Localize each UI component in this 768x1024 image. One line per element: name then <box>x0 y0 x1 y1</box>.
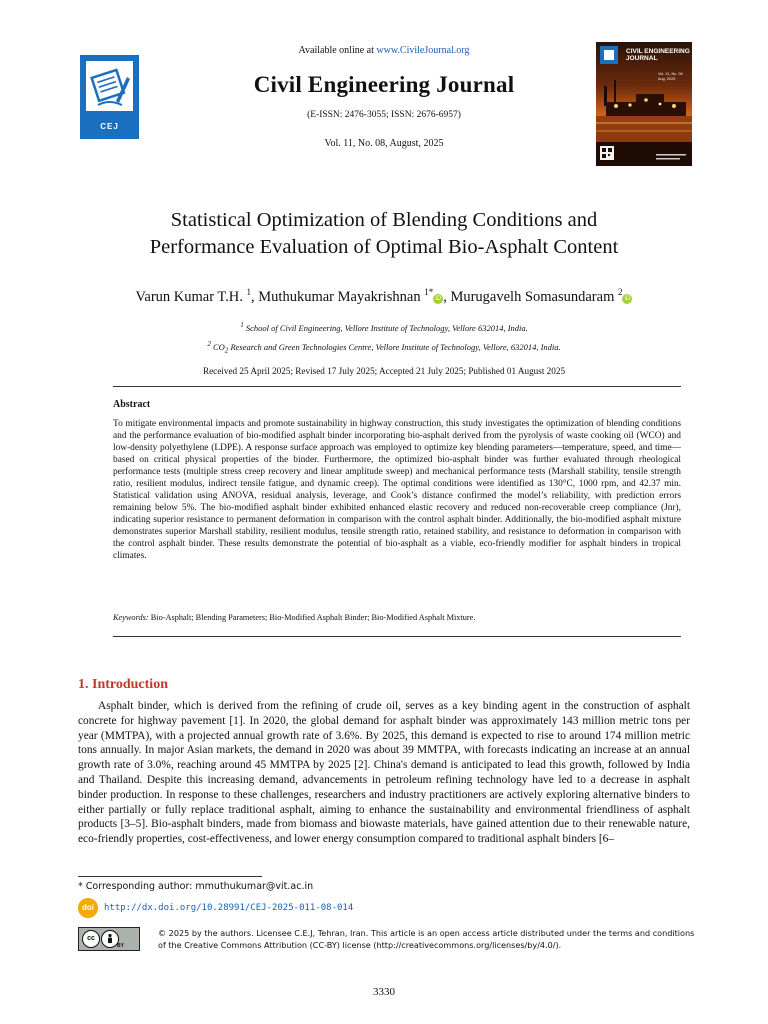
cover-title-line1: CIVIL ENGINEERING <box>626 48 690 55</box>
author-list <box>0 287 768 306</box>
affiliation-1 <box>0 321 768 333</box>
affiliation-2-text-a: CO <box>210 341 225 352</box>
affiliation-2-subscript: 2 <box>224 346 229 355</box>
journal-title: Civil Engineering Journal <box>253 72 515 97</box>
introduction-paragraph: Asphalt binder, which is derived from the refining of crude oil, serves as a key binding agent in the construction of asphalt concrete for highway pavement [1]. In 2020, the global demand for asphalt binder was approximately 143 million metric tons per year (MMTPA), with a projected annual growth rate of 3.6%. By 2025, this demand is expected to rise to around 174 million metric tons annually. In major Asian markets, the demand in 2020 was about 39 MMTPA, with forecasts indicating an increase at an annual growth rate of 3.0%, reaching around 45 MMTPA by 2025 [2]. China's demand is anticipated to lead this growth, followed by India and Thailand. Despite this increasing demand, advancements in petroleum refining technology have led to a decrease in asphalt binder production. In response to these challenges, researchers and industry practitioners are actively exploring alternative binders to either partially or fully replace traditional asphalt, aiming to enhance the sustainability and environmental friendliness of asphalt products [3–5]. Bio-asphalt binders, made from biomass and biowaste materials, have gained attention due to their renewable nature, eco-friendly properties, cost-effectiveness, and lower energy consumption compared to traditional asphalt binders [6– <box>78 700 690 846</box>
keywords-text: Bio-Asphalt; Blending Parameters; Bio-Modified Asphalt Binder; Bio-Modified Asphalt Mixture. <box>148 613 476 622</box>
doi-icon: doi <box>78 898 98 918</box>
by-label: BY <box>117 943 124 949</box>
article-title-line2: Performance Evaluation of Optimal Bio-Asphalt Content <box>149 236 619 258</box>
abstract-top-rule <box>113 386 681 387</box>
abstract-heading: Abstract <box>113 399 151 410</box>
footnote-rule <box>78 876 262 877</box>
cover-volume-line1: Vol. 11, No. 08 <box>658 72 683 76</box>
corresponding-author: * Corresponding author: mmuthukumar@vit.ac.in <box>78 881 314 892</box>
cover-volume-line2: Aug, 2025 <box>658 77 676 81</box>
volume-issue: Vol. 11, No. 08, August, 2025 <box>324 138 444 149</box>
affiliation-1-text: School of Civil Engineering, Vellore Institute of Technology, Vellore 632014, India. <box>243 322 528 333</box>
orcid-icon[interactable]: iD <box>433 294 443 304</box>
article-title <box>0 207 768 261</box>
affiliation-1-number: 1 <box>240 321 244 329</box>
page-number: 3330 <box>373 986 395 998</box>
cover-title-line2: JOURNAL <box>626 55 658 62</box>
affiliation-2-text-b: Research and Green Technologies Centre, Vellore Institute of Technology, Vellore, 632014, India. <box>228 341 561 352</box>
cc-by-license-icon <box>78 927 140 951</box>
doi-link[interactable]: http://dx.doi.org/10.28991/CEJ-2025-011-08-014 <box>104 903 354 913</box>
affiliation-2 <box>0 340 768 355</box>
orcid-icon[interactable]: iD <box>622 294 632 304</box>
author-2-affiliation: 1* <box>424 287 434 297</box>
cc-icon: cc <box>82 930 100 948</box>
abstract-text: To mitigate environmental impacts and promote sustainability in highway construction, this study investigates the optimization of blending conditions and the performance evaluation of bio-modified asphalt binder incorporating bio-asphalt derived from the pyrolysis of waste cooking oil (WCO) and low-density polyethylene (LDPE). A response surface approach was employed to optimize key blending parameters—temperature, speed, and time—based on critical physical properties of the binder. Furthermore, the optimized bio-asphalt binder was further evaluated through rheological performance tests (multiple stress creep recovery and linear amplitude sweep) and mechanical performance tests (Marshall stability, tensile strength ratio, resilient modulus, indirect tensile fatigue, and dynamic creep). The optimal conditions were identified as 130°C, 1000 rpm, and 42.37 min. Statistical validation using ANOVA, residual analysis, leverage, and Cook’s distance confirmed the model’s reliability, with prediction errors remaining below 5%. The bio-modified asphalt binder exhibited enhanced elastic recovery and reduced non-recoverable creep compliance (Jnr), indicating superior resistance to permanent deformation in comparison with the control asphalt binder. Additionally, the bio-modified asphalt mixture demonstrates superior Marshall stability, resilient modulus, tensile strength ratio, retained stability, and resistance to deformation in comparison with the control asphalt binder. These results demonstrate the potential of bio-asphalt as a viable, eco-friendly modifier for asphalt binders in tropical climates. <box>113 419 681 562</box>
journal-website-link[interactable]: www.CivileJournal.org <box>376 45 470 56</box>
section-heading-introduction: 1. Introduction <box>78 677 168 692</box>
author-1-affiliation: 1 <box>246 287 252 297</box>
author-2: , Muthukumar Mayakrishnan <box>251 288 425 305</box>
cover-volume <box>658 72 683 82</box>
keywords-label: Keywords: <box>113 613 149 622</box>
author-3: , Murugavelh Somasundaram <box>443 288 618 305</box>
journal-cover-image <box>596 42 692 166</box>
issn: (E-ISSN: 2476-3055; ISSN: 2676-6957) <box>307 110 461 120</box>
affiliation-2-number: 2 <box>207 340 211 348</box>
article-title-line1: Statistical Optimization of Blending Conditions and <box>170 209 598 231</box>
author-1: Varun Kumar T.H. <box>135 288 247 305</box>
abstract-bottom-rule <box>113 636 681 637</box>
author-3-affiliation: 2 <box>617 287 623 297</box>
keywords <box>113 613 681 622</box>
availability-prefix: Available online at <box>298 45 377 56</box>
received-dates: Received 25 April 2025; Revised 17 July 2025; Accepted 21 July 2025; Published 01 August 2025 <box>202 366 566 376</box>
cover-title <box>626 48 690 62</box>
license-text: © 2025 by the authors. Licensee C.E.J, Tehran, Iran. This article is an open access article distributed under the terms and conditions of the Creative Commons Attribution (CC-BY) license (http://creativecommons.org/licenses/by/4.0/). <box>158 928 695 950</box>
logo-label: CEJ <box>100 122 119 131</box>
